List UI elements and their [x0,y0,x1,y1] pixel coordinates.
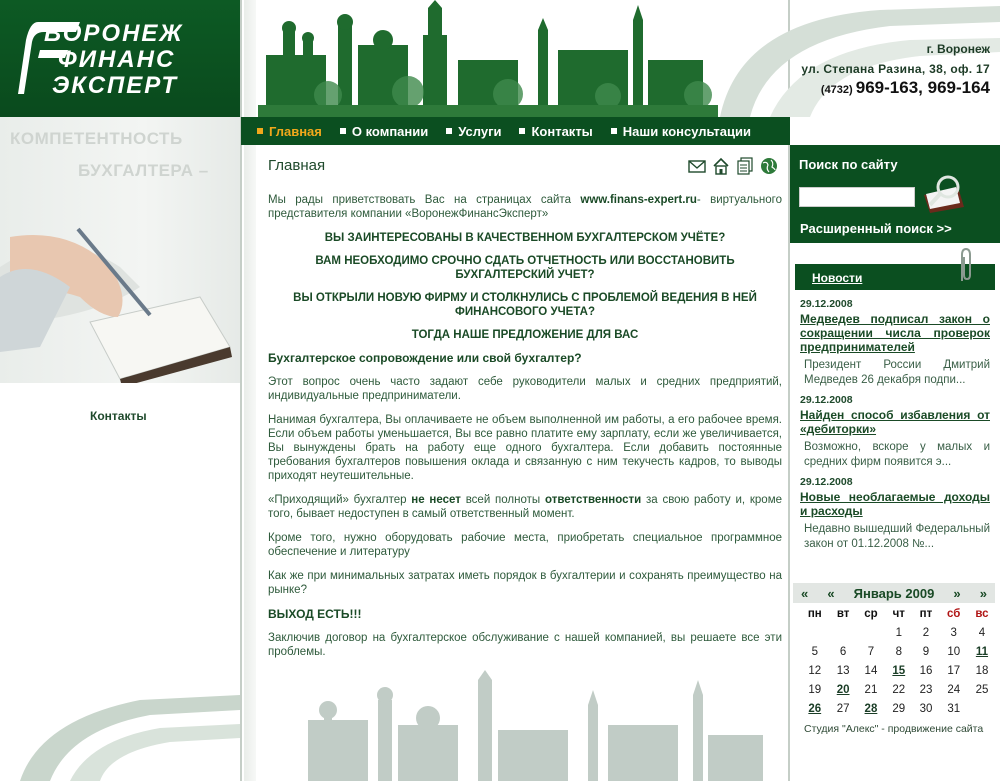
header-city: г. Воронеж [926,42,990,56]
news-title-link[interactable]: Найден способ избавления от «дебиторки» [800,408,990,436]
page-title: Главная [268,157,326,174]
calendar-day: 27 [836,702,850,715]
nav-item-contacts[interactable] [519,124,592,139]
weekday-label: пн [807,607,822,620]
news-date: 29.12.2008 [800,298,853,310]
calendar-day: 21 [864,683,878,696]
exit-heading: ВЫХОД ЕСТЬ!!! [268,607,362,621]
phone-separator: , [918,78,928,97]
calendar-day: 25 [975,683,989,696]
calendar-prev-month[interactable]: « [827,585,835,601]
calendar-day: 2 [922,626,930,639]
logo-line-2: ФИНАНС [58,46,176,73]
calendar-empty-cell [968,699,996,718]
bullet-icon [340,128,346,134]
calendar-day: 13 [836,664,850,677]
calendar-day: 5 [811,645,818,658]
calendar-day: 10 [947,645,961,658]
nav-item-consultations[interactable] [611,124,751,139]
logo-line-3: ЭКСПЕРТ [52,72,179,99]
footer-credit[interactable]: Студия "Алекс" - продвижение сайта [804,723,984,735]
calendar-header [793,583,995,603]
site-url: www.finans-expert.ru [580,194,697,206]
calendar-day: 22 [892,683,906,696]
nav-item-services[interactable] [446,124,501,139]
city-skyline-illustration [258,0,718,117]
city-skyline-watermark [298,670,768,781]
p3-text-c: за свою работу и, кроме того, бывает недоступен в самый ответственный момент. [268,494,783,520]
p3-bold-b: ответственности [544,494,642,506]
phone-2: 969-164 [927,78,990,97]
left-contacts-link[interactable]: Контакты [90,409,147,423]
calendar-day[interactable]: 26 [808,702,822,715]
calendar-day: 23 [919,683,933,696]
calendar-week [800,642,996,661]
weekday-label: вт [836,607,850,620]
search-title: Поиск по сайту [799,157,898,172]
calendar-day: 16 [919,664,933,677]
mail-icon[interactable] [688,157,706,175]
calendar-day: 24 [947,683,961,696]
calendar-next-month[interactable]: » [953,585,961,601]
header-phones [821,78,990,98]
calendar-days [800,623,996,718]
calendar-day: 12 [808,664,822,677]
calendar-day: 31 [947,702,961,715]
header-address: ул. Степана Разина, 38, оф. 17 [801,62,990,76]
calendar-day: 19 [808,683,822,696]
nav-label: Услуги [458,123,502,139]
slogan-line-1: КОМПЕТЕНТНОСТЬ [10,129,183,148]
phone-1: 969-163 [855,78,919,97]
decorative-arcs [0,690,240,781]
question-2: ВАМ НЕОБХОДИМО СРОЧНО СДАТЬ ОТЧЕТНОСТЬ ИЛИ ВОССТАНОВИТЬ БУХГАЛТЕРСКИЙ УЧЕТ? [315,255,735,281]
nav-item-about[interactable] [340,124,428,139]
calendar-day: 14 [864,664,878,677]
news-item [800,298,990,388]
logo[interactable] [0,0,240,117]
calendar-week [800,680,996,699]
calendar-day[interactable]: 20 [836,683,850,696]
nav-label: Контакты [531,123,593,139]
advanced-search-link[interactable]: Расширенный поиск >> [800,221,952,236]
calendar-day: 17 [947,664,961,677]
intro-text-end: - виртуального представителя компании «ВоронежФинансЭксперт» [268,194,782,220]
globe-icon[interactable] [760,157,778,175]
news-snippet: Президент России Дмитрий Медведев 26 декабря подпи... [804,359,990,386]
calendar-grid [800,604,996,718]
calendar-day: 3 [950,626,957,639]
page-tools [688,157,778,175]
intro-text: Мы рады приветствовать Вас на страницах сайта [268,194,581,206]
news-link[interactable]: Новости [812,271,863,285]
calendar-empty-cell [830,623,857,642]
logo-line-1: ВОРОНЕЖ [44,20,184,47]
question-1: ВЫ ЗАИНТЕРЕСОВАНЫ В КАЧЕСТВЕННОМ БУХГАЛТЕРСКОМ УЧЁТЕ? [324,232,726,244]
paragraph-6: Заключив договор на бухгалтерское обслуживание с нашей компанией, вы решаете все эти проблемы. [268,632,782,658]
p3-text-a: «Приходящий» бухгалтер [268,494,412,506]
p3-bold-a: не несет [411,494,461,506]
calendar-day: 9 [922,645,930,658]
calendar-day[interactable]: 11 [975,645,989,658]
calendar-month-label: Январь 2009 [853,585,935,601]
search-input[interactable] [799,187,915,207]
nav-label: Наши консультации [622,123,751,139]
main-nav [241,117,790,145]
calendar-day: 6 [839,645,847,658]
p3-text-b: всей полноты [460,494,545,506]
calendar-day: 18 [975,664,989,677]
nav-label: О компании [351,123,429,139]
main-content [258,145,788,781]
paragraph-1: Этот вопрос очень часто задают себе руководители малых и средних предприятий, индивидуальные предприниматели. [268,376,782,402]
calendar-day: 8 [895,645,902,658]
header-arcs [720,0,1000,117]
sitemap-icon[interactable] [736,157,754,175]
paperclip-icon [956,247,974,283]
nav-item-home[interactable] [257,124,322,139]
weekday-label: чт [892,607,905,620]
intro-paragraph [268,193,782,221]
news-date: 29.12.2008 [800,394,853,406]
weekday-label: ср [864,607,878,620]
bullet-icon [257,128,263,134]
home-icon[interactable] [712,157,730,175]
calendar-weekdays [800,604,996,623]
writing-hand-illustration [0,117,240,383]
article-subheading: Бухгалтерское сопровождение или свой бухгалтер? [268,351,582,365]
calendar-day[interactable]: 15 [892,664,906,677]
calendar-day: 29 [892,702,906,715]
calendar-week [800,661,996,680]
calendar-week [800,623,996,642]
paragraph-4: Кроме того, нужно оборудовать рабочие места, приобретать специальное программное обеспечение и литературу [268,532,782,558]
search-panel [790,145,1000,243]
bullet-icon [446,128,452,134]
bullet-icon [611,128,617,134]
news-snippet: Недавно вышедший Федеральный закон от 01.12.2008 №... [804,523,990,550]
weekday-label: вс [975,607,989,620]
calendar-empty-cell [800,623,830,642]
bullet-icon [519,128,525,134]
calendar-day[interactable]: 28 [864,702,878,715]
search-magnifier-icon[interactable] [918,173,968,215]
news-list [800,298,990,558]
phone-code: (4732) [820,84,856,96]
offer-heading: ТОГДА НАШЕ ПРЕДЛОЖЕНИЕ ДЛЯ ВАС [411,329,639,341]
news-title-link[interactable]: Медведев подписал закон о сокращении числа проверок предпринимателей [800,312,990,354]
news-title-link[interactable]: Новые необлагаемые доходы и расходы [800,490,990,518]
news-date: 29.12.2008 [800,476,853,488]
question-3: ВЫ ОТКРЫЛИ НОВУЮ ФИРМУ И СТОЛКНУЛИСЬ С ПРОБЛЕМОЙ ВЕДЕНИЯ В НЕЙ ФИНАНСОВОГО УЧЕТА? [293,292,757,318]
header-contacts [720,0,1000,117]
news-snippet: Возможно, вскоре у малых и средних фирм появится э... [804,441,990,468]
calendar-empty-cell [857,623,886,642]
article [268,193,782,669]
calendar-next-year[interactable]: » [979,585,987,601]
paragraph-3 [268,493,782,521]
paragraph-5: Как же при минимальных затратах иметь порядок в бухгалтерии и сохранять преимущество на рынке? [268,570,782,596]
paragraph-2: Нанимая бухгалтера, Вы оплачиваете не объем выполненной им работы, а его рабочее время. Если объем работы уменьшается, Вы все равно платите ему зарплату, если же увеличивается, Вы вынуждены брать на работу еще одного бухгалтера. Если добавить постоянные требования бухгалтеров повышения оклада и связанную с ним текучесть кадров, то выводы приходят неутешительные. [268,414,782,482]
nav-label: Главная [269,123,322,139]
news-item [800,394,990,470]
news-item [800,476,990,552]
weekday-label: сб [947,607,961,620]
slogan-line-2: БУХГАЛТЕРА – [78,161,209,180]
calendar-day: 30 [919,702,933,715]
accountant-photo [0,117,240,383]
calendar-week [800,699,996,718]
calendar-day: 4 [978,626,986,639]
calendar-day: 1 [895,626,902,639]
weekday-label: пт [919,607,933,620]
calendar-prev-year[interactable]: « [801,585,809,601]
calendar-day: 7 [867,645,875,658]
